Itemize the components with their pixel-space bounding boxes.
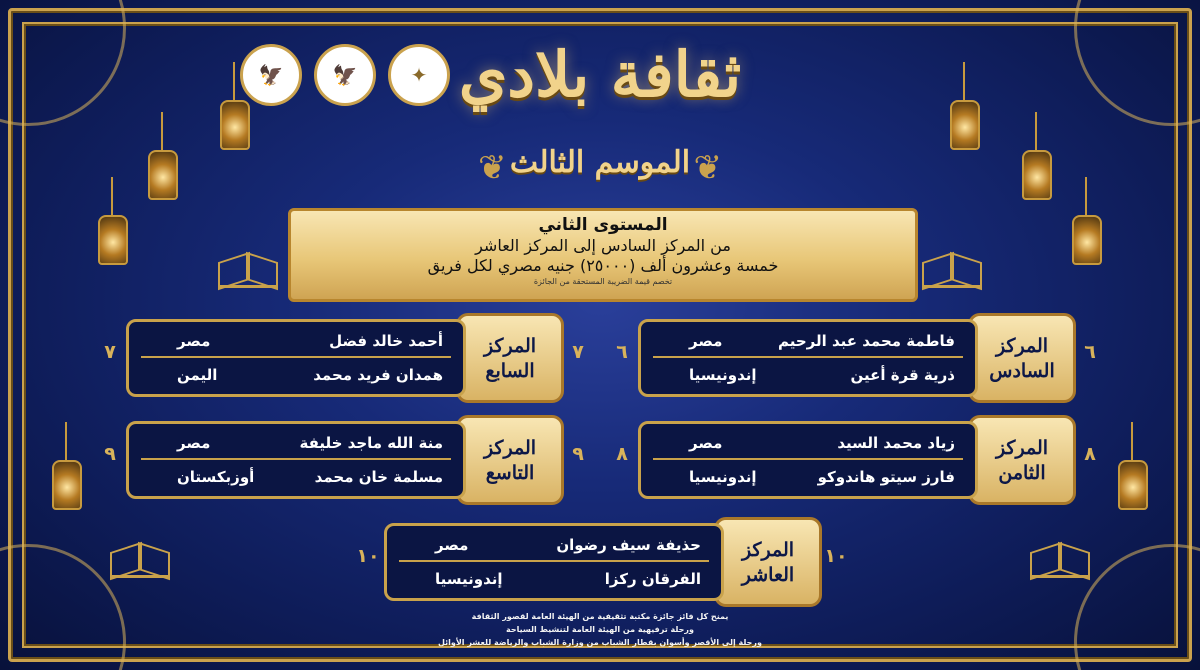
- rank-name: العاشر: [741, 564, 795, 586]
- rank-number: ٨: [616, 443, 628, 465]
- rank-plate: [968, 313, 1076, 403]
- winners-box: [126, 421, 466, 499]
- rank-number: ٩: [104, 443, 116, 465]
- rank-label: المركز: [741, 539, 795, 561]
- rank-number: ١٠: [824, 545, 848, 567]
- winner-country: مصر: [177, 434, 211, 452]
- winner-row: [653, 428, 963, 460]
- lantern-icon: [1072, 215, 1102, 265]
- rank-name: الثامن: [998, 462, 1046, 484]
- laurel-left-icon: ❦: [478, 148, 507, 188]
- rank-name: السابع: [485, 360, 535, 382]
- open-book-icon: [922, 255, 982, 288]
- winner-name: فاطمة محمد عبد الرحيم: [777, 332, 955, 350]
- winner-row: [141, 326, 451, 358]
- winner-row: [141, 360, 451, 390]
- rank-number: ٩: [572, 443, 584, 465]
- tax-note: تخصم قيمة الضريبة المستحقة من الجائزة: [533, 277, 673, 286]
- winner-name: فارز سيتو هاندوكو: [817, 468, 955, 486]
- rank-plate: [456, 415, 564, 505]
- rank-number: ١٠: [356, 545, 380, 567]
- winner-country: مصر: [177, 332, 211, 350]
- winner-country: إندونيسيا: [689, 366, 757, 384]
- winner-row: [141, 428, 451, 460]
- winners-box: [126, 319, 466, 397]
- winner-name: مسلمة خان محمد: [314, 468, 443, 486]
- winner-country: إندونيسيا: [689, 468, 757, 486]
- rank-number: ٧: [572, 341, 584, 363]
- lantern-icon: [1118, 460, 1148, 510]
- rank-plate: [456, 313, 564, 403]
- winner-name: حذيفة سيف رضوان: [556, 536, 701, 554]
- winners-box: [384, 523, 724, 601]
- footer-line: ورحلة إلى الأقصر وأسوان بقطار الشباب من وزارة الشباب والرياضة للعشر الأوائل: [437, 638, 762, 647]
- rank-label: المركز: [995, 335, 1049, 357]
- level-title: المستوى الثاني: [538, 215, 668, 235]
- winner-country: اليمن: [177, 366, 218, 384]
- winner-row: [399, 564, 709, 594]
- prize-footer: [420, 610, 780, 649]
- winner-name: الفرقان ركزا: [604, 570, 701, 588]
- winner-name: زياد محمد السيد: [837, 434, 955, 452]
- prize-text: خمسة وعشرون ألف (٢٥٠٠٠) جنيه مصري لكل فريق: [427, 256, 779, 275]
- rank-card-7: [98, 313, 590, 403]
- rank-label: المركز: [483, 437, 537, 459]
- winner-name: ذرية قرة أعين: [850, 366, 955, 384]
- level-range: من المركز السادس إلى المركز العاشر: [475, 236, 731, 255]
- winner-country: إندونيسيا: [435, 570, 503, 588]
- laurel-right-icon: ❦: [693, 148, 722, 188]
- winner-name: همدان فريد محمد: [313, 366, 443, 384]
- rank-name: التاسع: [485, 462, 535, 484]
- emblem-icon: ✦: [410, 63, 428, 87]
- footer-line: ورحلة ترفيهية من الهيئة العامة لتنشيط السياحة: [506, 625, 694, 634]
- rank-number: ٧: [104, 341, 116, 363]
- rank-card-8: [610, 415, 1102, 505]
- winner-row: [653, 360, 963, 390]
- rank-name: السادس: [989, 360, 1055, 382]
- lantern-icon: [52, 460, 82, 510]
- eagle-icon: 🦅: [258, 63, 284, 87]
- rank-plate: [968, 415, 1076, 505]
- lantern-icon: [98, 215, 128, 265]
- winners-box: [638, 421, 978, 499]
- rank-label: المركز: [483, 335, 537, 357]
- rank-number: ٦: [616, 341, 628, 363]
- rank-plate: [714, 517, 822, 607]
- winners-box: [638, 319, 978, 397]
- winner-country: أوزبكستان: [177, 468, 255, 486]
- rank-card-9: [98, 415, 590, 505]
- rank-number: ٨: [1084, 443, 1096, 465]
- winner-name: منة الله ماجد خليفة: [299, 434, 443, 452]
- page-title: ثقافة بلادي: [458, 38, 742, 111]
- level-banner: [288, 208, 918, 302]
- winner-name: أحمد خالد فضل: [329, 332, 443, 350]
- winner-country: مصر: [689, 434, 723, 452]
- winner-country: مصر: [689, 332, 723, 350]
- rank-label: المركز: [995, 437, 1049, 459]
- eagle-icon: 🦅: [332, 63, 358, 87]
- footer-line: يمنح كل فائز جائزة مكتبة تثقيفية من الهيئة العامة لقصور الثقافة: [471, 612, 729, 621]
- open-book-icon: [218, 255, 278, 288]
- rank-card-6: [610, 313, 1102, 403]
- open-book-icon: [110, 545, 170, 578]
- open-book-icon: [1030, 545, 1090, 578]
- winner-row: [399, 530, 709, 562]
- rank-number: ٦: [1084, 341, 1096, 363]
- season-subtitle: الموسم الثالث: [509, 145, 691, 180]
- winner-row: [653, 326, 963, 358]
- rank-card-10: [356, 517, 848, 607]
- winner-country: مصر: [435, 536, 469, 554]
- winner-row: [141, 462, 451, 492]
- winner-row: [653, 462, 963, 492]
